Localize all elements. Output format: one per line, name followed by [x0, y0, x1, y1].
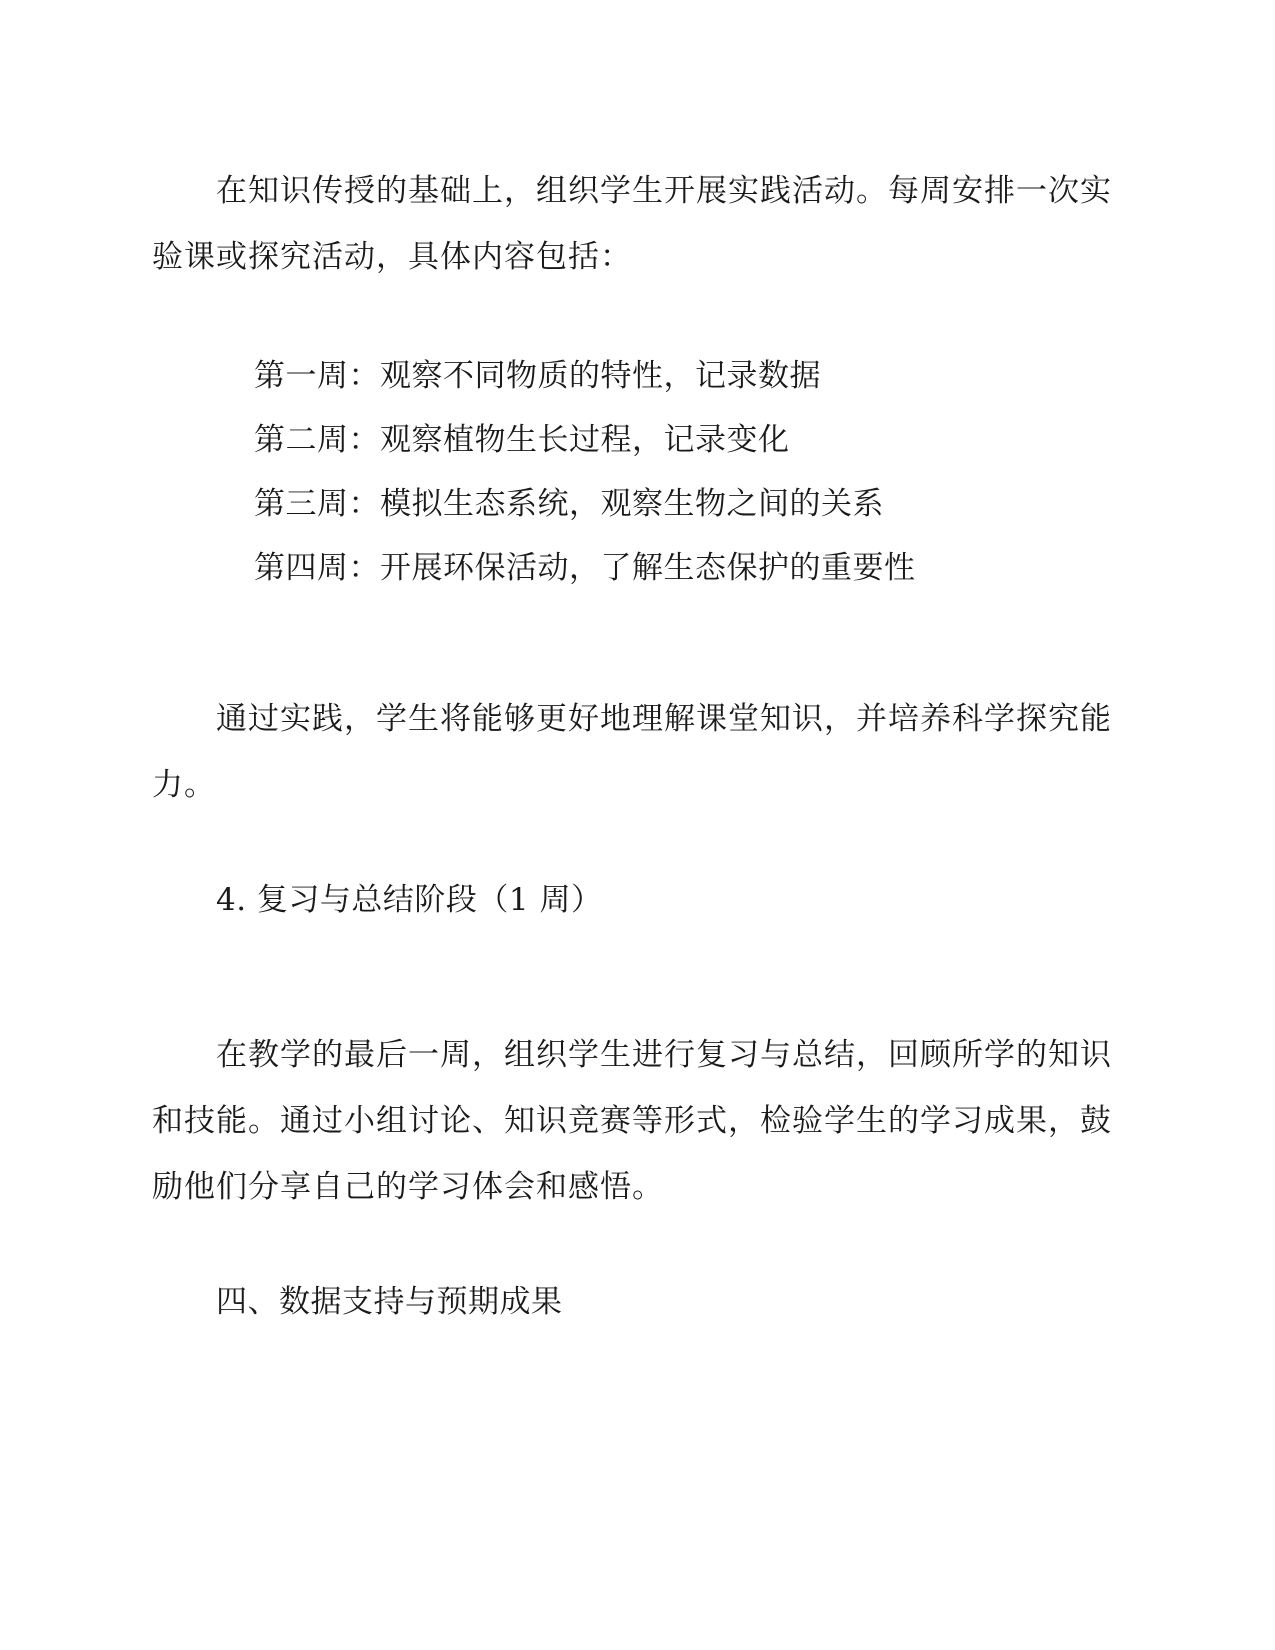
weekly-item-3: 第三周：模拟生态系统，观察生物之间的关系	[254, 486, 884, 522]
weekly-item-1: 第一周：观察不同物质的特性，记录数据	[254, 358, 821, 394]
intro-paragraph: 在知识传授的基础上，组织学生开展实践活动。每周安排一次实验课或探究活动，具体内容包括：	[152, 173, 1112, 275]
weekly-item-4: 第四周：开展环保活动，了解生态保护的重要性	[254, 550, 916, 586]
chapter-heading: 四、数据支持与预期成果	[216, 1284, 563, 1320]
section-heading: 4. 复习与总结阶段（1 周）	[216, 882, 603, 918]
review-paragraph: 在教学的最后一周，组织学生进行复习与总结，回顾所学的知识和技能。通过小组讨论、知识竞赛等形式，检验学生的学习成果，鼓励他们分享自己的学习体会和感悟。	[152, 1037, 1112, 1205]
weekly-item-2: 第二周：观察植物生长过程，记录变化	[254, 422, 790, 458]
practice-paragraph: 通过实践，学生将能够更好地理解课堂知识，并培养科学探究能力。	[152, 701, 1112, 803]
